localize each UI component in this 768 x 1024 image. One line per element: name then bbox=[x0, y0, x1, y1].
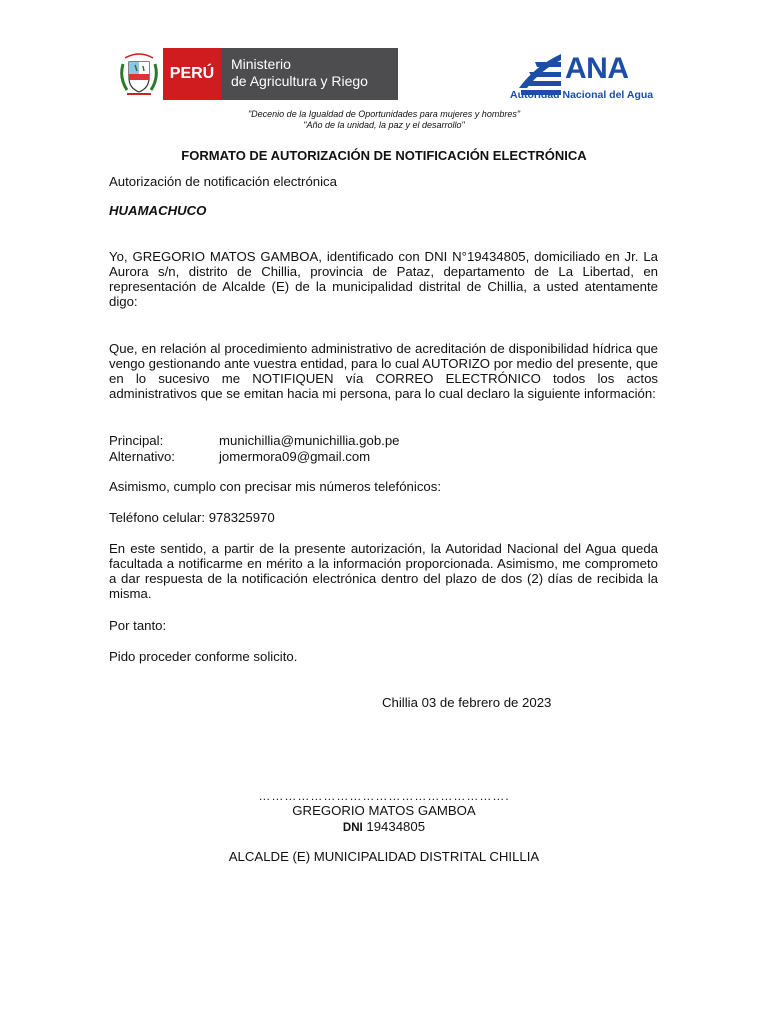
subject-line: Autorización de notificación electrónica bbox=[109, 174, 337, 189]
phones-intro: Asimismo, cumplo con precisar mis números telefónicos: bbox=[109, 479, 441, 494]
ana-full-name: Autoridad Nacional del Agua bbox=[510, 89, 654, 101]
peru-label: PERÚ bbox=[163, 48, 221, 100]
intro-paragraph: Yo, GREGORIO MATOS GAMBOA, identificado con DNI N°19434805, domiciliado en Jr. La Aurora s/n, distrito de Chillia, provincia de Pataz, departamento de La Libertad, en representación de Alcalde (E) de la municipalidad distrital de Chillia, a usted atentamente digo: bbox=[109, 249, 658, 309]
signer-name: GREGORIO MATOS GAMBOA bbox=[292, 803, 476, 818]
alternative-label: Alternativo: bbox=[109, 449, 175, 464]
por-tanto: Por tanto: bbox=[109, 618, 167, 633]
peru-coat-of-arms-icon bbox=[117, 50, 161, 100]
year-motto: "Año de la unidad, la paz y el desarrollo" bbox=[303, 120, 465, 130]
date-line: Chillia 03 de febrero de 2023 bbox=[382, 695, 552, 710]
alternative-email: jomermora09@gmail.com bbox=[219, 449, 371, 464]
authorization-paragraph: Que, en relación al procedimiento administrativo de acreditación de disponibilidad hídrica que vengo gestionando ante vuestra entidad, para lo cual AUTORIZO por medio del presente, que en lo sucesivo me NOTIFIQUEN vía CORREO ELECTRÓNICO todos los actos administrativos que se emitan hacia mi persona, para lo cual declaro la siguiente información: bbox=[109, 341, 658, 401]
document-title: FORMATO DE AUTORIZACIÓN DE NOTIFICACIÓN ELECTRÓNICA bbox=[181, 148, 587, 163]
dni-value: 19434805 bbox=[366, 819, 426, 834]
signature-line: …………………………………………………. bbox=[258, 789, 510, 803]
ministry-line1: Ministerio bbox=[231, 56, 291, 72]
ministry-line2: de Agricultura y Riego bbox=[231, 73, 368, 89]
decenio-motto: "Decenio de la Igualdad de Oportunidades para mujeres y hombres" bbox=[247, 109, 521, 119]
signer-dni bbox=[0, 819, 768, 834]
ana-logo-text: ANA bbox=[565, 52, 629, 85]
dni-label: DNI bbox=[342, 822, 363, 834]
request-line: Pido proceder conforme solicito. bbox=[109, 649, 298, 664]
closing-paragraph: En este sentido, a partir de la presente autorización, la Autoridad Nacional del Agua queda facultada a notificarme en mérito a la información proporcionada. Asimismo, me comprometo a dar respuesta de la notificación electrónica dentro del plazo de dos (2) días de recibida la misma. bbox=[109, 541, 658, 601]
signer-role: ALCALDE (E) MUNICIPALIDAD DISTRITAL CHILLIA bbox=[228, 849, 540, 864]
ministry-banner bbox=[221, 48, 398, 100]
addressee-city: HUAMACHUCO bbox=[109, 203, 207, 218]
phone-line: Teléfono celular: 978325970 bbox=[109, 510, 275, 525]
principal-label: Principal: bbox=[109, 433, 164, 448]
principal-email: munichillia@munichillia.gob.pe bbox=[219, 433, 400, 448]
